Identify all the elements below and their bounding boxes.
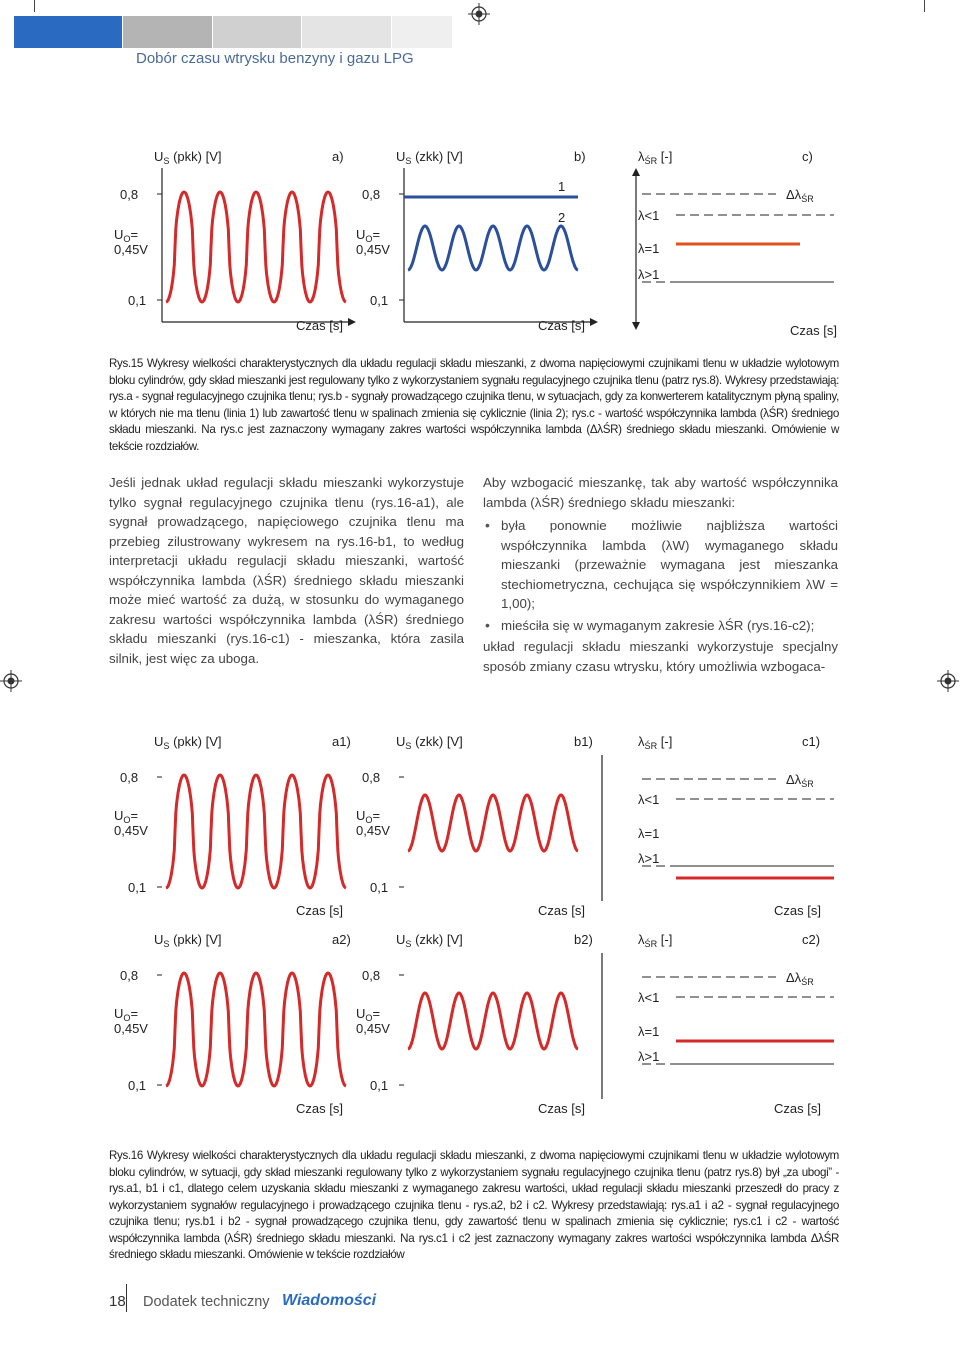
header-bar-blue	[14, 16, 122, 48]
panel-tag: b)	[574, 149, 586, 164]
x-axis-label: Czas [s]	[296, 1101, 343, 1116]
uo-value: 0,45V	[114, 242, 148, 257]
y-tick-label-top: 0,8	[120, 187, 139, 202]
panel-tag: c1)	[802, 734, 821, 749]
page-header-title: Dobór czasu wtrysku benzyny i gazu LPG	[136, 50, 414, 67]
uo-value: 0,45V	[114, 823, 148, 838]
caption-fig16: Rys.16 Wykresy wielkości charakterystycznych dla układu regulacji składu mieszanki, z dwoma napięciowymi czujnikami tlenu w układzie wylotowym bloku cylindrów, w sytuacji, gdy skład mieszanki regulowany tylko z wykorzystaniem sygnału regulacyjnego czujnika tlenu (patrz rys.8) był „za ubogi” - rys.a1, b1 i c1, dlatego celem uzyskania składu mieszanki z wymaganego zakresu wartości, układ regulacji składu mieszanki przeszedł do pracy z wykorzystaniem sygnałów regulacyjnego i prowadzącego czujnika tlenu - rys.a2, b2 i c2. Wykresy przedstawiają: rys.a1 i a2 - sygnał regulacyjnego czujnika tlenu; rys.b1 i b2 - sygnał prowadzącego czujnika tlenu, gdy zawartość tlenu w spalinach zmienia się cyklicznie; rys.c1 i c2 - wartość współczynnika lambda (λŚR) średniego składu mieszanki. Na rys.c1 i c2 jest zaznaczony wymagany zakres wartości współczynnika lambda ΔλŚR średniego składu mieszanki. Omówienie w tekście rozdziałów	[109, 1149, 839, 1261]
signal-trace	[166, 775, 346, 888]
y-tick-label-top: 0,8	[120, 770, 139, 785]
lambda-gt1-label: λ>1	[638, 267, 660, 282]
panel-tag: a)	[332, 149, 344, 164]
y-tick-label-bottom: 0,1	[128, 880, 147, 895]
y-tick-label-bottom: 0,1	[128, 293, 147, 308]
lambda-eq1-label: λ=1	[638, 826, 660, 841]
uo-value: 0,45V	[356, 1021, 390, 1036]
x-axis-arrow-icon	[590, 318, 598, 326]
panel-a1	[114, 734, 351, 918]
x-axis-label: Czas [s]	[296, 318, 343, 333]
delta-label: $\Delta\lambda_{ŚR}$	[786, 772, 814, 789]
axis-title: $U_S$ (pkk) [V]	[154, 932, 222, 949]
line-1-label: 1	[558, 179, 566, 194]
x-axis-arrow-icon	[348, 318, 356, 326]
registration-mark-right-icon	[937, 670, 959, 692]
figure-15-holder	[100, 140, 840, 340]
panel-tag: b2)	[574, 932, 593, 947]
signal-trace	[166, 192, 346, 302]
signal-trace	[166, 973, 346, 1086]
uo-label: $U_O=$	[356, 1006, 381, 1023]
signal-trace	[408, 993, 578, 1049]
registration-mark-top-icon	[468, 3, 490, 25]
panel-c	[632, 149, 837, 338]
axis-title: $\lambda_{ŚR}$ [-]	[638, 149, 673, 166]
y-tick-label-top: 0,8	[362, 968, 381, 983]
axis-title: $U_S$ (pkk) [V]	[154, 734, 222, 751]
x-axis-label: Czas [s]	[790, 323, 837, 338]
panel-b	[356, 149, 598, 333]
x-axis-label: Czas [s]	[538, 903, 585, 918]
footer-page-number: 18	[109, 1293, 126, 1310]
axis-title: $U_S$ (pkk) [V]	[154, 149, 222, 166]
lambda-eq1-label: λ=1	[638, 241, 660, 256]
axis-title: $U_S$ (zkk) [V]	[396, 932, 463, 949]
col1-paragraph: Jeśli jednak układ regulacji składu mieszanki wykorzystuje tylko sygnał regulacyjnego czujnika tlenu (rys.16-a1), ale sygnał prowadzącego, napięciowego czujnika tlenu ma przebieg zilustrowany wykresem na rys.16-b1, to według interpretacji układu regulacji składu mieszanki, wartość współczynnika lambda (λŚR) średniego składu mieszanki może mieć wartość za dużą, w stosunku do wymaganego zakresu wartości współczynnika lambda (λŚR) średniego składu mieszanki (rys.16-c1) - mieszanka, która zasila silnik, jest więc za uboga.	[109, 475, 464, 666]
uo-label: $U_O=$	[114, 227, 139, 244]
y-tick-label-bottom: 0,1	[370, 293, 389, 308]
footer-brand-logo: Wiadomości	[282, 1292, 377, 1309]
axis-title: $U_S$ (zkk) [V]	[396, 734, 463, 751]
lambda-gt1-label: λ>1	[638, 851, 660, 866]
delta-label: $\Delta\lambda_{ŚR}$	[786, 187, 814, 204]
lambda-lt1-label: λ<1	[638, 990, 660, 1005]
y-axis-arrow-down-icon	[632, 322, 640, 330]
body-column-right	[483, 473, 838, 676]
col2-intro: Aby wzbogacić mieszankę, tak aby wartość współczynnika lambda (λŚR) średniego składu mieszanki:	[483, 475, 838, 510]
header-bar-gray1	[123, 16, 212, 48]
panel-tag: b1)	[574, 734, 593, 749]
uo-label: $U_O=$	[356, 808, 381, 825]
panel-b2	[356, 932, 593, 1116]
y-axis-arrow-up-icon	[632, 168, 640, 176]
uo-value: 0,45V	[114, 1021, 148, 1036]
axis-title: $\lambda_{ŚR}$ [-]	[638, 734, 673, 751]
lambda-eq1-label: λ=1	[638, 1024, 660, 1039]
delta-label: $\Delta\lambda_{ŚR}$	[786, 970, 814, 987]
panel-tag: a2)	[332, 932, 351, 947]
lambda-lt1-label: λ<1	[638, 208, 660, 223]
col2-bullet: • była ponownie możliwie najbliższa wartości współczynnika lambda (λW) wymaganego składu mieszanki (przeważnie wymagana jest mieszanka stechiometryczna, cechująca się współczynnikiem λW = 1,00);	[501, 516, 838, 614]
header-bar-gray3	[302, 16, 391, 48]
axis-title: $\lambda_{ŚR}$ [-]	[638, 932, 673, 949]
registration-mark-left-icon	[0, 670, 22, 692]
col2-outro: układ regulacji składu mieszanki wykorzystuje specjalny sposób zmiany czasu wtrysku, który umożliwia wzbogaca-	[483, 639, 838, 674]
lambda-gt1-label: λ>1	[638, 1049, 660, 1064]
y-tick-label-bottom: 0,1	[370, 1078, 389, 1093]
uo-label: $U_O=$	[356, 227, 381, 244]
footer-divider	[126, 1284, 127, 1312]
line-2-label: 2	[558, 210, 566, 225]
panel-tag: c)	[802, 149, 813, 164]
uo-label: $U_O=$	[114, 808, 139, 825]
uo-value: 0,45V	[356, 242, 390, 257]
y-tick-label-top: 0,8	[120, 968, 139, 983]
x-axis-label: Czas [s]	[538, 318, 585, 333]
figure-16-holder	[100, 725, 840, 1125]
axis-title: $U_S$ (zkk) [V]	[396, 149, 463, 166]
x-axis-label: Czas [s]	[538, 1101, 585, 1116]
panel-a	[114, 149, 356, 333]
body-column-left	[109, 473, 464, 668]
y-tick-label-top: 0,8	[362, 770, 381, 785]
header-bar-gray4	[392, 16, 452, 48]
panel-c1	[602, 734, 834, 918]
figure-16	[100, 725, 840, 1125]
panel-a2	[114, 932, 351, 1116]
panel-b1	[356, 734, 593, 918]
y-tick-label-bottom: 0,1	[128, 1078, 147, 1093]
uo-label: $U_O=$	[114, 1006, 139, 1023]
footer-section: Dodatek techniczny	[143, 1294, 270, 1310]
col2-bullet-list	[483, 516, 838, 635]
signal-trace	[408, 226, 578, 270]
y-tick-label-bottom: 0,1	[370, 880, 389, 895]
col2-bullet: • mieściła się w wymaganym zakresie λŚR (rys.16-c2);	[501, 616, 838, 636]
crop-mark-tl	[34, 0, 35, 12]
caption-fig15: Rys.15 Wykresy wielkości charakterystycznych dla układu regulacji składu mieszanki, z dwoma napięciowymi czujnikami tlenu w układzie wylotowym bloku cylindrów, gdy skład mieszanki jest regulowany tylko z wykorzystaniem sygnału regulacyjnego czujnika tlenu (patrz rys.8). Wykresy przedstawiają: rys.a - sygnał regulacyjnego czujnika tlenu; rys.b - sygnały prowadzącego czujnika tlenu, w sytuacjach, gdy za konwerterem katalitycznym płyną spaliny, w których nie ma tlenu (linia 1) lub zawartość tlenu w spalinach zmienia się cyklicznie (linia 2); rys.c - wartość współczynnika lambda (λŚR) średniego składu mieszanki. Na rys.c jest zaznaczony wymagany zakres wartości współczynnika lambda (ΔλŚR) średniego składu mieszanki. Omówienie w tekście rozdziałów.	[109, 357, 839, 453]
figure-15	[100, 140, 840, 340]
panel-c2	[602, 932, 834, 1116]
crop-mark-tr	[924, 0, 925, 12]
x-axis-label: Czas [s]	[774, 1101, 821, 1116]
x-axis-label: Czas [s]	[774, 903, 821, 918]
panel-tag: a1)	[332, 734, 351, 749]
x-axis-label: Czas [s]	[296, 903, 343, 918]
y-tick-label-top: 0,8	[362, 187, 381, 202]
lambda-lt1-label: λ<1	[638, 792, 660, 807]
header-bar-gray2	[213, 16, 301, 48]
panel-tag: c2)	[802, 932, 821, 947]
uo-value: 0,45V	[356, 823, 390, 838]
signal-trace	[408, 795, 578, 851]
